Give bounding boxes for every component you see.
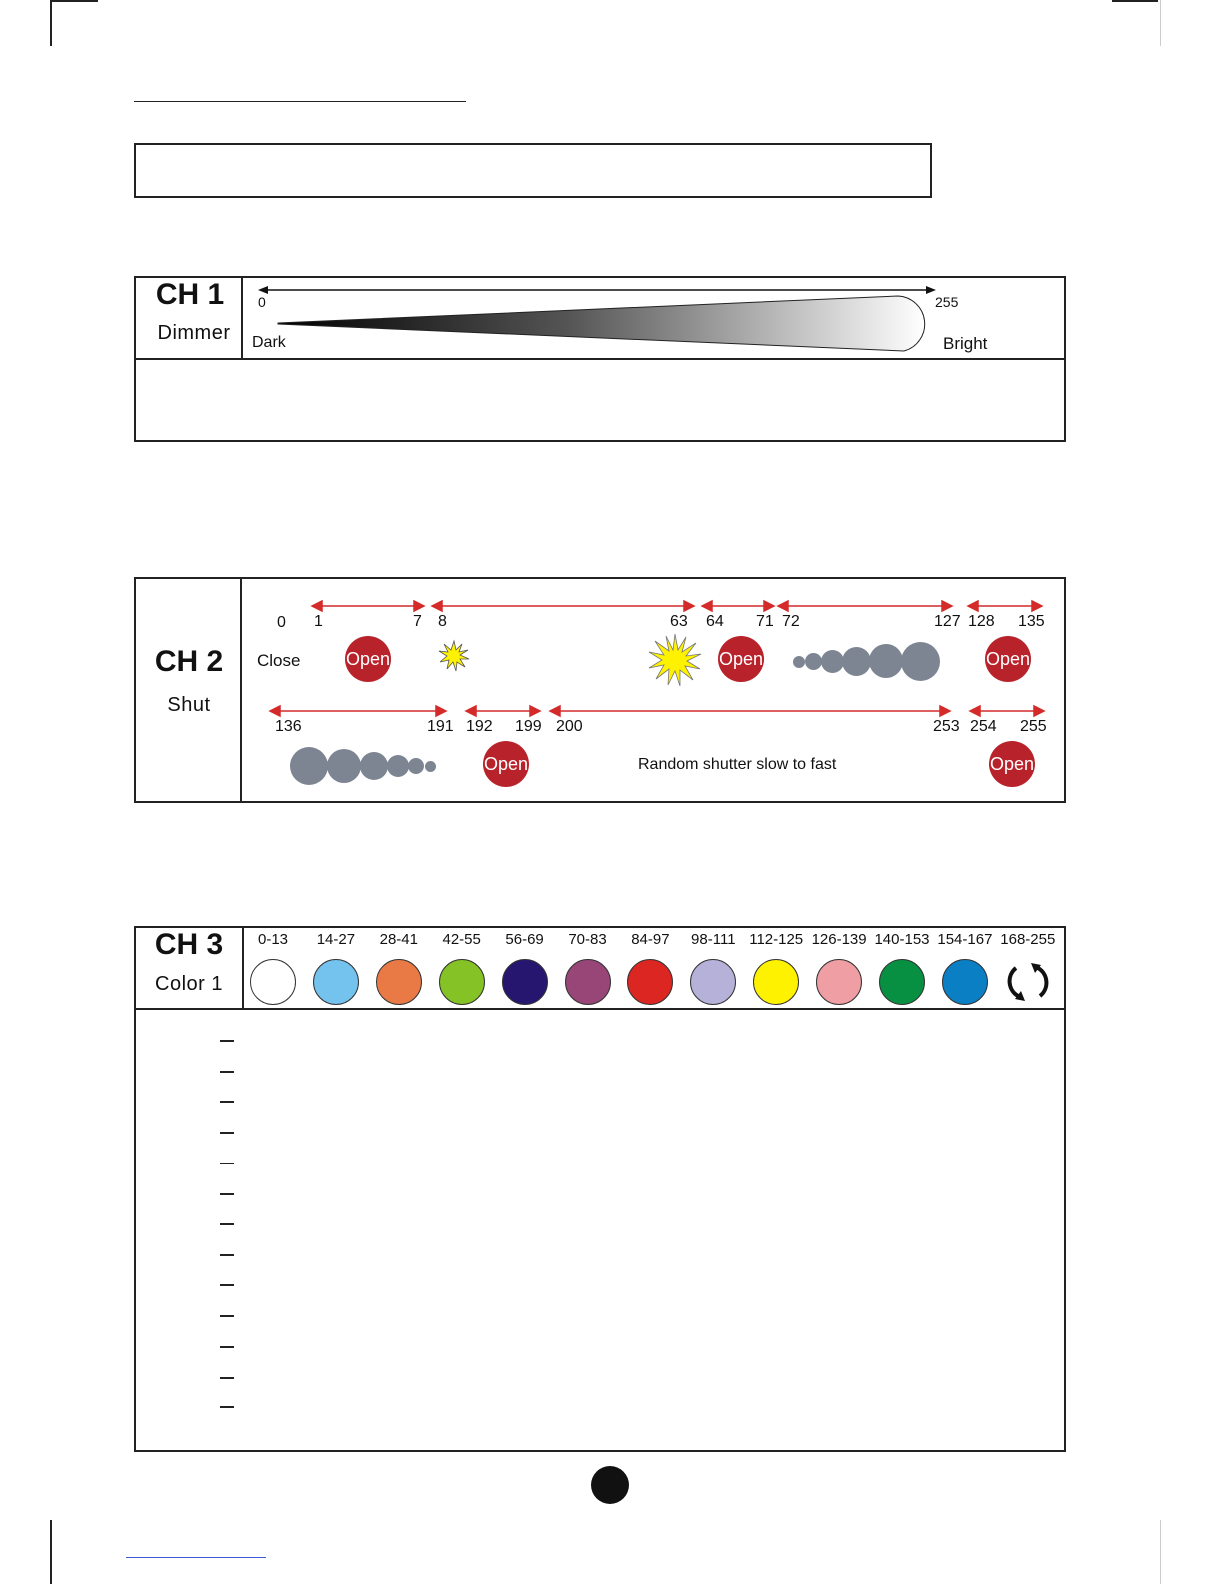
list-dash bbox=[220, 1315, 234, 1317]
ch2-value-253: 253 bbox=[933, 718, 960, 735]
ch2-value-1: 1 bbox=[314, 613, 323, 630]
ch2-name: Shut bbox=[167, 694, 211, 716]
ch3-color-swatch bbox=[439, 959, 485, 1005]
list-dash bbox=[220, 1040, 234, 1042]
ch3-color-swatch bbox=[502, 959, 548, 1005]
list-dash bbox=[220, 1284, 234, 1286]
strobe-dot-m-2 bbox=[387, 755, 409, 777]
ch2-value-71: 71 bbox=[756, 613, 774, 630]
ch2-value-199: 199 bbox=[515, 718, 542, 735]
ch2-open-disc-3: Open bbox=[985, 636, 1031, 682]
ch2-value-192: 192 bbox=[466, 718, 493, 735]
strobe-dot-s-2 bbox=[408, 758, 424, 774]
strobe-dot-l bbox=[842, 647, 871, 676]
ch3-divider-h bbox=[134, 1008, 1066, 1010]
ch1-max-value: 255 bbox=[935, 294, 959, 310]
ch2-open-disc-2: Open bbox=[718, 636, 764, 682]
footer-link-rule bbox=[126, 1557, 266, 1558]
ch3-range-label: 140-153 bbox=[874, 931, 930, 948]
ch3-color-swatch bbox=[565, 959, 611, 1005]
ch3-color-swatch bbox=[690, 959, 736, 1005]
strobe-dot-xs-2 bbox=[425, 761, 436, 772]
ch2-value-254: 254 bbox=[970, 718, 997, 735]
crop-mark-bottom-right-v bbox=[1160, 1520, 1161, 1584]
strobe-dot-xs bbox=[793, 656, 805, 668]
ch2-close-label: Close bbox=[257, 651, 301, 670]
list-dash bbox=[220, 1406, 234, 1408]
list-dash bbox=[220, 1071, 234, 1073]
list-dash bbox=[220, 1377, 234, 1379]
ch3-color-swatch bbox=[942, 959, 988, 1005]
ch3-range-label: 28-41 bbox=[379, 931, 418, 948]
ch3-range-label: 168-255 bbox=[1000, 931, 1056, 948]
ch3-name: Color 1 bbox=[155, 973, 223, 995]
ch1-title: CH 1 bbox=[155, 278, 225, 311]
ch2-value-63: 63 bbox=[670, 613, 688, 630]
crop-mark-bottom-left-v bbox=[50, 1520, 52, 1584]
ch3-color-swatch bbox=[879, 959, 925, 1005]
ch2-value-127: 127 bbox=[934, 613, 961, 630]
ch3-range-label: 42-55 bbox=[442, 931, 481, 948]
large-strobe-star-icon bbox=[648, 633, 702, 687]
ch2-value-135: 135 bbox=[1018, 613, 1045, 630]
list-dash bbox=[220, 1132, 234, 1134]
ch2-value-7: 7 bbox=[413, 613, 422, 630]
ch3-range-label: 126-139 bbox=[811, 931, 867, 948]
ch2-title: CH 2 bbox=[154, 645, 224, 678]
ch2-value-136: 136 bbox=[275, 718, 302, 735]
list-dash bbox=[220, 1193, 234, 1195]
page-number-disc bbox=[591, 1466, 629, 1504]
ch2-random-label: Random shutter slow to fast bbox=[638, 756, 837, 773]
ch1-min-value: 0 bbox=[258, 294, 266, 310]
strobe-dot-xl bbox=[869, 644, 903, 678]
ch3-color-swatch bbox=[250, 959, 296, 1005]
ch2-value-64: 64 bbox=[706, 613, 724, 630]
ch3-range-label: 154-167 bbox=[937, 931, 993, 948]
ch2-value-255: 255 bbox=[1020, 718, 1047, 735]
ch2-value-0: 0 bbox=[277, 614, 286, 631]
strobe-dot-xxl bbox=[901, 642, 940, 681]
ch3-range-label: 14-27 bbox=[316, 931, 356, 948]
strobe-dot-xl-2 bbox=[327, 749, 361, 783]
ch3-color-swatch bbox=[816, 959, 862, 1005]
ch3-color-swatch bbox=[753, 959, 799, 1005]
ch1-name: Dimmer bbox=[157, 322, 231, 344]
strobe-dot-l-2 bbox=[360, 752, 388, 780]
ch3-color-swatch bbox=[313, 959, 359, 1005]
ch3-range-label: 0-13 bbox=[257, 931, 289, 948]
ch2-open-disc-4: Open bbox=[483, 741, 529, 787]
strobe-dot-m bbox=[821, 650, 844, 673]
ch2-value-191: 191 bbox=[427, 718, 454, 735]
ch2-open-disc-5: Open bbox=[989, 741, 1035, 787]
ch3-title: CH 3 bbox=[154, 928, 224, 961]
ch2-value-72: 72 bbox=[782, 613, 800, 630]
ch1-max-label: Bright bbox=[943, 334, 988, 353]
small-strobe-star-icon bbox=[438, 640, 470, 672]
rotate-arrows-icon bbox=[1005, 959, 1051, 1005]
ch2-value-200: 200 bbox=[556, 718, 583, 735]
ch3-range-label: 56-69 bbox=[505, 931, 544, 948]
list-dash bbox=[220, 1163, 234, 1164]
ch1-min-label: Dark bbox=[252, 334, 286, 351]
list-dash bbox=[220, 1101, 234, 1103]
ch3-color-swatch bbox=[376, 959, 422, 1005]
ch3-range-label: 112-125 bbox=[749, 931, 804, 948]
strobe-dot-xxl-2 bbox=[290, 747, 328, 785]
list-dash bbox=[220, 1254, 234, 1256]
ch2-open-disc-1: Open bbox=[345, 636, 391, 682]
ch3-range-label: 84-97 bbox=[631, 931, 670, 948]
ch3-range-label: 70-83 bbox=[568, 931, 607, 948]
list-dash bbox=[220, 1346, 234, 1348]
list-dash bbox=[220, 1223, 234, 1225]
ch2-value-128: 128 bbox=[968, 613, 995, 630]
ch3-range-label: 98-111 bbox=[691, 931, 736, 948]
strobe-dot-s bbox=[805, 653, 822, 670]
ch2-value-8: 8 bbox=[438, 613, 447, 630]
